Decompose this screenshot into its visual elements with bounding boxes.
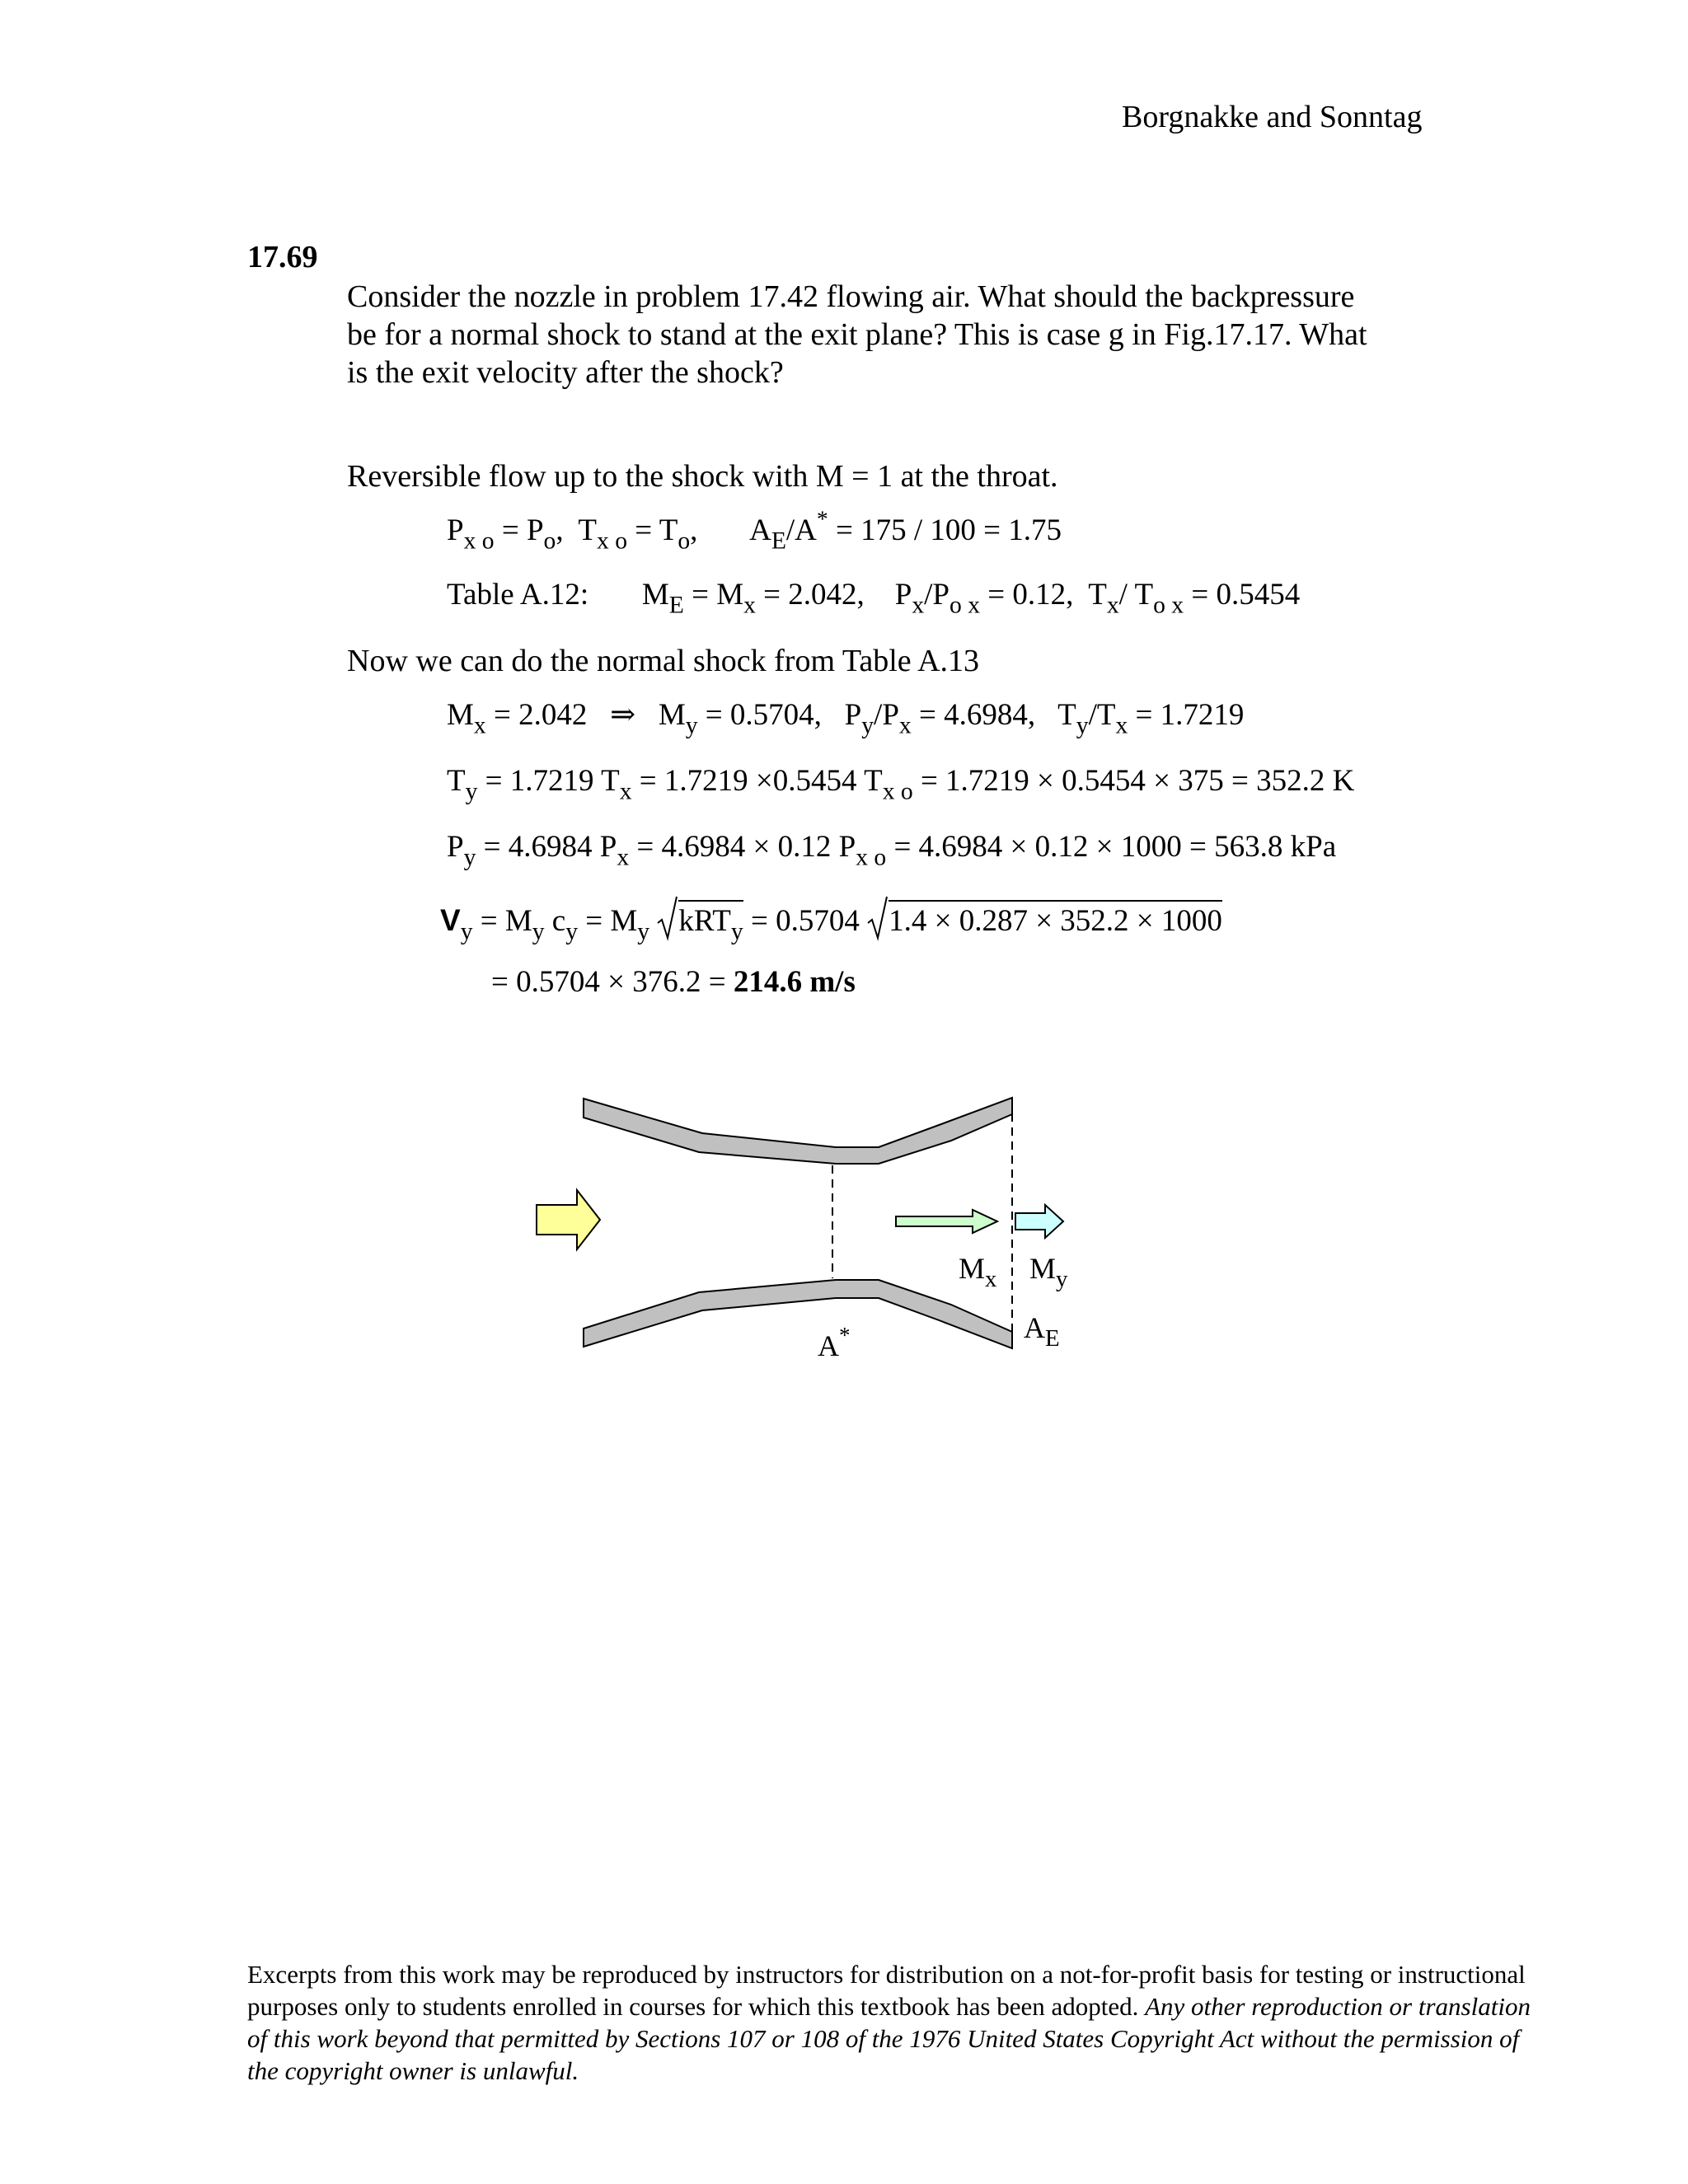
mx-label <box>959 1251 997 1293</box>
temperature-ratio: = 0.5454 <box>1191 578 1301 612</box>
table-label: Table A.12: <box>447 578 589 612</box>
mx-flow-arrow <box>896 1210 997 1233</box>
area-ratio: = 175 / 100 = 1.75 <box>836 513 1062 547</box>
ae-label-main: A <box>1024 1311 1045 1344</box>
pressure-equation: $P_y = 4.6984$ $P_x = 4.6984 \times 0.12$ $P_{x o} = 4.6984 \times 0.12 \times 1000 = 563.8$ kPa <box>447 830 1337 871</box>
table-a13-line: $M_x = 2.042$ ⇒ $M_y = 0.5704$, $P_y/P_x = 4.6984$, $T_y/T_x = 1.7219$ <box>447 698 1245 739</box>
velocity-mach: = 0.5704 <box>750 904 860 938</box>
footer-normal-text: Excerpts from this work may be reproduced by instructors for distribution on a not-for-profit basis for testing or instructional purposes only to students enrolled in courses for which this textbook has been adopted. <box>247 1960 1526 2021</box>
ty-part-b: = 1.7219 ×0.5454 T <box>639 764 883 798</box>
my-flow-arrow <box>1015 1205 1063 1238</box>
py-result: = 4.6984 × 0.12 × 1000 = 563.8 kPa <box>893 830 1337 864</box>
velocity-answer: 214.6 m/s <box>733 965 856 999</box>
statement-line: be for a normal shock to stand at the exit plane? This is case g in Fig.17.17. What <box>347 317 1367 352</box>
statement-line: Consider the nozzle in problem 17.42 flowing air. What should the backpressure <box>347 279 1355 314</box>
stagnation-equality-line: $P_{x o} = P_o$, $T_{x o} = T_o$, $A_E/A^* = 175 / 100 = 1.75$ <box>447 506 1062 555</box>
problem-number: 17.69 <box>247 240 318 274</box>
shock-intro: Now we can do the normal shock from Table A.13 <box>347 644 980 678</box>
footer-italic-text: Any other reproduction or translation of this work beyond that permitted by Sections 107 or 108 of the 1976 United States Copyright Act without the permission of the copyright owner is unlawful. <box>247 1992 1531 2085</box>
ae-label-sub: E <box>1045 1325 1060 1352</box>
shock-pressure-ratio: = 4.6984, <box>918 698 1036 732</box>
copyright-footer <box>247 1958 1533 2087</box>
mx-label-sub: x <box>985 1266 997 1293</box>
velocity-equation: $V_y = M_y$ $c_y = M_y$ kRT$_y$ = 0.5704 1.4 × 0.287 × 352.2 × 1000 <box>440 900 1222 940</box>
page-header: Borgnakke and Sonntag <box>1122 100 1423 134</box>
implies-arrow: ⇒ <box>610 698 636 732</box>
nozzle-top-wall <box>584 1098 1012 1164</box>
table-a12-line: Table A.12: $M_E = M_x = 2.042$, $P_x/P_{o x} = 0.12$, $T_x/$ $T_{o x} = 0.5454$ <box>447 578 1301 619</box>
nozzle-bottom-wall <box>584 1280 1012 1348</box>
my-value: = 0.5704, <box>705 698 822 732</box>
ty-part-a: = 1.7219 T <box>485 764 620 798</box>
ty-result: = 1.7219 × 0.5454 × 375 = 352.2 K <box>920 764 1355 798</box>
statement-line: is the exit velocity after the shock? <box>347 355 784 390</box>
radicand: 1.4 × 0.287 × 352.2 × 1000 <box>889 900 1222 940</box>
throat-label-star: * <box>839 1322 851 1347</box>
inlet-flow-arrow <box>537 1190 600 1249</box>
shock-temperature-ratio: = 1.7219 <box>1135 698 1245 732</box>
mx-label-main: M <box>959 1252 986 1285</box>
solution-intro: Reversible flow up to the shock with M = 1 at the throat. <box>347 459 1058 494</box>
velocity-product: = 0.5704 × 376.2 = <box>491 965 734 999</box>
my-label-sub: y <box>1056 1266 1068 1293</box>
temperature-equation: $T_y = 1.7219$ $T_x = 1.7219 \times 0.5454$ $T_{x o} = 1.7219 \times 0.5454 \times 375 = 352.2$ K <box>447 764 1355 805</box>
ae-label <box>1024 1310 1060 1352</box>
py-part-b: = 4.6984 × 0.12 P <box>636 830 856 864</box>
my-label <box>1029 1251 1068 1293</box>
my-label-main: M <box>1029 1252 1057 1285</box>
throat-label-main: A <box>818 1329 839 1362</box>
pressure-ratio: = 0.12, <box>987 578 1074 612</box>
mach-value: = 2.042, <box>763 578 865 612</box>
throat-label <box>818 1322 851 1364</box>
py-part-a: = 4.6984 P <box>483 830 617 864</box>
sqrt-sign: kRT$_y$ <box>657 900 743 940</box>
mx-value: = 2.042 <box>493 698 588 732</box>
